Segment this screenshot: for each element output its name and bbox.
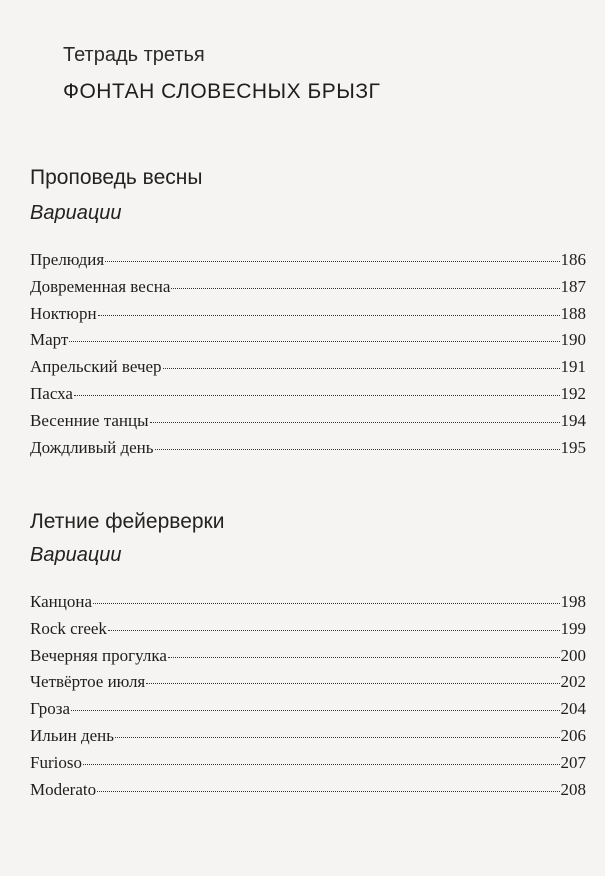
toc-entry-page: 199 <box>560 618 586 638</box>
toc-entry[interactable] <box>30 753 586 780</box>
dot-leader <box>97 791 559 792</box>
toc-entry-title: Rock creek <box>30 618 107 638</box>
section-subtitle-summer: Вариации <box>30 544 122 566</box>
toc-entry[interactable] <box>30 672 586 699</box>
toc-entry[interactable] <box>30 411 586 438</box>
toc-entry-title: Ильин день <box>30 725 115 745</box>
dot-leader <box>71 710 559 711</box>
dot-leader <box>98 315 560 316</box>
toc-entry-title: Март <box>30 330 69 350</box>
dot-leader <box>83 764 560 765</box>
dot-leader <box>155 449 560 450</box>
toc-entry[interactable] <box>30 592 586 619</box>
dot-leader <box>93 603 560 604</box>
toc-entry[interactable] <box>30 780 586 807</box>
toc-entry-title: Прелюдия <box>30 250 105 269</box>
toc-entry-page: 208 <box>560 779 586 799</box>
toc-entry-page: 187 <box>560 276 586 296</box>
toc-entry-title: Moderato <box>30 779 97 799</box>
toc-entry-title: Канцона <box>30 592 92 611</box>
toc-entry-page: 194 <box>560 410 586 430</box>
toc-entry-page: 198 <box>560 592 586 611</box>
toc-entry-title: Весенние танцы <box>30 410 149 430</box>
toc-entry[interactable] <box>30 384 586 411</box>
toc-entry-page: 195 <box>560 437 586 457</box>
dot-leader <box>171 288 559 289</box>
toc-entry[interactable] <box>30 357 586 384</box>
dot-leader <box>168 657 560 658</box>
toc-entry[interactable] <box>30 646 586 673</box>
toc-entry-page: 200 <box>560 645 586 665</box>
toc-entry[interactable] <box>30 250 586 277</box>
toc-entry-title: Пасха <box>30 383 73 403</box>
section-title-spring: Проповедь весны <box>30 166 203 189</box>
dot-leader <box>163 368 560 369</box>
toc-list-spring <box>30 250 586 464</box>
notebook-label: Тетрадь третья <box>63 44 205 66</box>
toc-entry[interactable] <box>30 726 586 753</box>
toc-entry-page: 188 <box>560 303 586 323</box>
dot-leader <box>146 683 559 684</box>
toc-entry[interactable] <box>30 330 586 357</box>
toc-entry-title: Апрельский вечер <box>30 357 162 377</box>
section-title-summer: Летние фейерверки <box>30 510 225 533</box>
toc-entry[interactable] <box>30 277 586 304</box>
notebook-title: ФОНТАН СЛОВЕСНЫХ БРЫЗГ <box>63 80 381 103</box>
toc-entry-page: 192 <box>560 383 586 403</box>
toc-entry-page: 206 <box>560 725 586 745</box>
toc-entry-title: Гроза <box>30 699 71 719</box>
toc-entry-page: 190 <box>560 330 586 350</box>
dot-leader <box>69 341 559 342</box>
section-subtitle-spring: Вариации <box>30 202 122 224</box>
toc-entry[interactable] <box>30 304 586 331</box>
toc-entry-page: 202 <box>560 672 586 692</box>
dot-leader <box>108 630 560 631</box>
dot-leader <box>74 395 560 396</box>
toc-entry-page: 207 <box>560 752 586 772</box>
toc-entry[interactable] <box>30 699 586 726</box>
dot-leader <box>105 261 559 262</box>
toc-entry-title: Четвёртое июля <box>30 672 146 692</box>
toc-entry-title: Довременная весна <box>30 276 171 296</box>
toc-entry[interactable] <box>30 619 586 646</box>
dot-leader <box>115 737 559 738</box>
toc-entry-title: Дождливый день <box>30 437 154 457</box>
toc-entry-page: 191 <box>560 357 586 377</box>
toc-list-summer <box>30 592 586 806</box>
toc-entry[interactable] <box>30 438 586 465</box>
toc-entry-page: 204 <box>560 699 586 719</box>
toc-entry-page: 186 <box>560 250 586 269</box>
toc-entry-title: Вечерняя прогулка <box>30 645 167 665</box>
dot-leader <box>150 422 560 423</box>
toc-entry-title: Ноктюрн <box>30 303 97 323</box>
toc-entry-title: Furioso <box>30 752 82 772</box>
